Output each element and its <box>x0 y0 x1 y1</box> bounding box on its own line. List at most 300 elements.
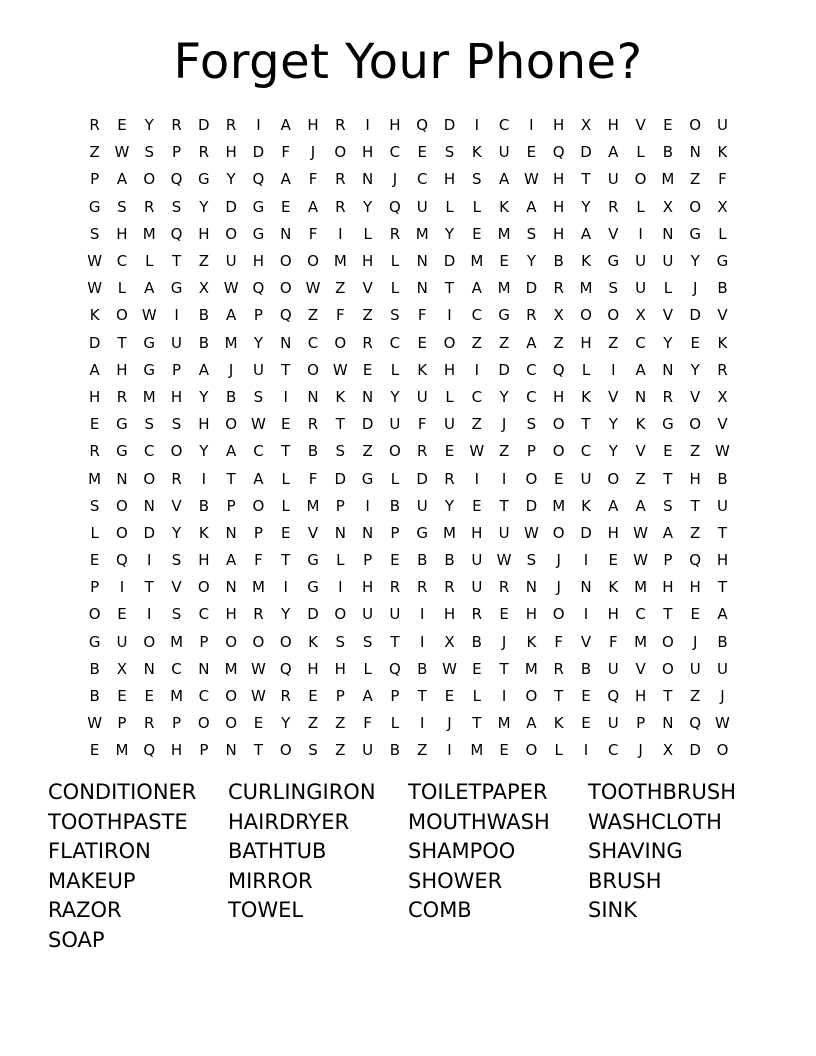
grid-letter: T <box>281 360 291 379</box>
grid-letter: T <box>144 578 154 597</box>
grid-letter: O <box>389 442 401 461</box>
grid-letter: M <box>579 279 593 298</box>
grid-letter: P <box>526 442 536 461</box>
grid-letter: B <box>307 442 319 461</box>
grid-letter: S <box>526 415 537 434</box>
grid-letter: E <box>144 687 154 706</box>
grid-letter: F <box>308 224 318 243</box>
grid-row <box>81 710 741 737</box>
grid-letter: R <box>362 333 373 352</box>
grid-letter: F <box>254 551 263 570</box>
grid-letter: A <box>635 496 646 515</box>
grid-letter: O <box>689 197 702 216</box>
grid-letter: R <box>280 687 291 706</box>
grid-row <box>81 547 741 574</box>
grid-letter: J <box>692 632 698 651</box>
grid-letter: Y <box>663 333 673 352</box>
grid-letter: Z <box>498 442 510 461</box>
grid-letter: T <box>690 496 700 515</box>
grid-letter: Y <box>444 496 455 515</box>
grid-letter: G <box>498 306 510 325</box>
grid-letter: C <box>526 387 537 406</box>
grid-letter: O <box>197 714 210 733</box>
grid-row <box>81 330 741 357</box>
grid-letter: O <box>552 415 565 434</box>
grid-letter: K <box>717 333 728 352</box>
grid-letter: Q <box>689 551 702 570</box>
grid-letter: K <box>581 387 591 406</box>
grid-letter: P <box>172 143 182 162</box>
grid-letter: C <box>498 116 510 135</box>
grid-letter: M <box>115 741 129 760</box>
grid-letter: X <box>717 387 728 406</box>
grid-letter: M <box>634 632 648 651</box>
word-list-item: MAKEUP <box>48 868 136 893</box>
grid-letter: C <box>416 170 428 189</box>
grid-row <box>81 629 741 656</box>
grid-letter: H <box>607 116 619 135</box>
grid-letter: K <box>581 496 591 515</box>
grid-letter: U <box>635 279 647 298</box>
grid-letter: Q <box>170 224 183 243</box>
grid-letter: O <box>661 632 674 651</box>
grid-letter: N <box>334 523 346 542</box>
grid-row <box>81 465 741 492</box>
grid-letter: U <box>716 659 728 678</box>
grid-letter: M <box>470 252 484 271</box>
grid-letter: S <box>144 143 154 162</box>
grid-letter: C <box>171 659 182 678</box>
grid-letter: J <box>556 551 561 570</box>
grid-letter: Y <box>690 360 700 379</box>
grid-letter: W <box>114 143 130 162</box>
grid-letter: B <box>717 279 728 298</box>
grid-letter: A <box>362 687 373 706</box>
grid-letter: H <box>553 224 565 243</box>
grid-letter: V <box>635 442 646 461</box>
grid-row <box>81 357 741 384</box>
grid-letter: A <box>608 496 619 515</box>
grid-letter: N <box>362 170 374 189</box>
grid-letter: P <box>172 360 182 379</box>
grid-letter: V <box>717 306 728 325</box>
grid-letter: Z <box>690 170 701 189</box>
grid-letter: N <box>525 578 538 597</box>
grid-letter: G <box>252 224 265 243</box>
grid-letter: Z <box>471 415 482 434</box>
grid-letter: I <box>338 224 343 243</box>
grid-letter: H <box>170 741 183 760</box>
grid-letter: V <box>662 306 674 325</box>
grid-letter: J <box>447 714 452 733</box>
grid-letter: H <box>525 605 538 624</box>
grid-letter: A <box>226 306 237 325</box>
grid-letter: Y <box>281 714 291 733</box>
grid-letter: L <box>472 687 481 706</box>
grid-letter: P <box>363 551 373 570</box>
grid-letter: H <box>252 252 265 271</box>
grid-letter: H <box>471 523 483 542</box>
grid-letter: U <box>171 333 183 352</box>
grid-letter: B <box>89 687 100 706</box>
grid-letter: W <box>469 442 485 461</box>
grid-letter: X <box>198 279 209 298</box>
grid-letter: W <box>442 659 457 678</box>
grid-letter: V <box>171 578 182 597</box>
grid-letter: N <box>143 496 155 515</box>
grid-letter: M <box>661 170 675 189</box>
grid-letter: H <box>361 252 374 271</box>
grid-letter: E <box>499 252 509 271</box>
grid-letter: O <box>252 496 265 515</box>
grid-letter: R <box>335 197 346 216</box>
grid-letter: S <box>335 442 346 461</box>
word-list-item: TOOTHBRUSH <box>588 780 736 804</box>
grid-letter: G <box>116 415 128 434</box>
grid-letter: D <box>443 252 456 271</box>
grid-letter: F <box>336 306 345 325</box>
grid-letter: N <box>662 224 674 243</box>
grid-letter: E <box>472 659 482 678</box>
grid-letter: E <box>117 687 127 706</box>
grid-letter: P <box>90 578 100 597</box>
grid-letter: S <box>526 224 537 243</box>
grid-letter: W <box>87 279 103 298</box>
grid-letter: U <box>498 143 510 162</box>
grid-letter: B <box>389 496 401 515</box>
grid-letter: V <box>171 496 182 515</box>
grid-letter: M <box>470 741 484 760</box>
grid-row <box>81 221 741 248</box>
grid-letter: M <box>224 659 238 678</box>
grid-letter: Q <box>143 741 156 760</box>
grid-letter: N <box>362 523 374 542</box>
grid-letter: H <box>361 578 374 597</box>
grid-letter: D <box>689 741 701 760</box>
grid-letter: H <box>662 578 674 597</box>
grid-letter: N <box>416 252 428 271</box>
grid-letter: L <box>554 741 563 760</box>
grid-letter: C <box>580 442 592 461</box>
grid-letter: R <box>198 143 210 162</box>
grid-letter: H <box>361 143 374 162</box>
grid-letter: Z <box>362 306 373 325</box>
grid-letter: I <box>583 551 589 570</box>
grid-letter: A <box>280 170 291 189</box>
grid-letter: W <box>87 714 103 733</box>
grid-letter: I <box>283 578 288 597</box>
grid-row <box>81 166 741 193</box>
grid-letter: Y <box>581 197 591 216</box>
grid-letter: E <box>472 496 482 515</box>
grid-letter: O <box>334 605 347 624</box>
grid-letter: O <box>525 741 538 760</box>
grid-letter: I <box>501 469 507 488</box>
grid-letter: E <box>472 224 482 243</box>
grid-letter: C <box>144 442 155 461</box>
grid-letter: K <box>198 523 209 542</box>
grid-letter: X <box>635 306 646 325</box>
grid-letter: Y <box>363 197 373 216</box>
grid-letter: W <box>633 551 648 570</box>
grid-letter: F <box>308 469 318 488</box>
grid-letter: S <box>444 143 455 162</box>
grid-letter: E <box>663 442 673 461</box>
grid-letter: T <box>472 714 482 733</box>
grid-letter: O <box>88 605 101 624</box>
grid-letter: E <box>690 333 700 352</box>
grid-letter: M <box>170 632 184 651</box>
grid-letter: C <box>116 252 128 271</box>
grid-letter: Z <box>335 279 346 298</box>
grid-letter: O <box>143 632 156 651</box>
grid-letter: L <box>390 714 400 733</box>
grid-letter: R <box>389 578 401 597</box>
grid-letter: B <box>553 252 564 271</box>
grid-letter: F <box>281 143 291 162</box>
grid-row <box>81 411 741 438</box>
grid-letter: H <box>553 116 565 135</box>
grid-letter: J <box>310 143 316 162</box>
grid-letter: O <box>279 279 292 298</box>
grid-letter: D <box>225 197 237 216</box>
grid-letter: R <box>608 197 619 216</box>
grid-letter: D <box>525 279 538 298</box>
grid-letter: E <box>581 714 591 733</box>
grid-letter: H <box>116 224 128 243</box>
grid-letter: R <box>89 116 100 135</box>
grid-row <box>81 438 741 465</box>
grid-letter: H <box>198 224 210 243</box>
grid-letter: R <box>416 442 428 461</box>
grid-letter: Z <box>608 333 619 352</box>
grid-letter: K <box>308 632 318 651</box>
grid-letter: O <box>225 714 238 733</box>
word-list-item: MIRROR <box>228 868 313 893</box>
grid-letter: V <box>608 387 619 406</box>
grid-letter: D <box>307 605 319 624</box>
grid-letter: Q <box>389 659 401 678</box>
grid-letter: S <box>89 224 100 243</box>
grid-letter: K <box>526 632 537 651</box>
grid-letter: R <box>389 224 401 243</box>
grid-letter: S <box>171 605 182 624</box>
grid-letter: V <box>635 116 646 135</box>
grid-letter: P <box>172 714 182 733</box>
grid-letter: C <box>526 360 537 379</box>
grid-letter: E <box>417 333 427 352</box>
grid-letter: U <box>252 360 264 379</box>
grid-letter: U <box>498 523 510 542</box>
grid-letter: K <box>499 197 510 216</box>
grid-letter: E <box>253 714 264 733</box>
grid-letter: X <box>580 116 592 135</box>
grid-letter: W <box>523 523 539 542</box>
grid-letter: L <box>390 279 400 298</box>
grid-letter: H <box>553 387 565 406</box>
grid-letter: C <box>389 333 401 352</box>
grid-letter: E <box>608 551 619 570</box>
grid-letter: R <box>526 306 537 325</box>
grid-letter: G <box>143 333 156 352</box>
grid-letter: D <box>580 143 592 162</box>
grid-letter: N <box>362 387 374 406</box>
grid-letter: Y <box>226 170 236 189</box>
grid-letter: J <box>692 279 698 298</box>
word-list-item: SINK <box>588 898 638 923</box>
grid-letter: N <box>662 360 674 379</box>
grid-letter: U <box>416 387 428 406</box>
grid-letter: E <box>499 741 509 760</box>
grid-letter: U <box>225 252 237 271</box>
grid-letter: W <box>141 306 157 325</box>
grid-letter: M <box>497 279 511 298</box>
grid-letter: Z <box>690 442 701 461</box>
grid-letter: I <box>611 360 616 379</box>
grid-letter: T <box>717 578 728 597</box>
grid-letter: Z <box>471 333 482 352</box>
grid-letter: S <box>308 741 318 760</box>
grid-letter: A <box>526 333 537 352</box>
grid-letter: O <box>143 170 156 189</box>
grid-letter: I <box>419 714 425 733</box>
grid-row <box>81 601 741 628</box>
grid-letter: T <box>117 333 127 352</box>
grid-letter: A <box>498 170 510 189</box>
grid-letter: Q <box>279 659 292 678</box>
grid-letter: L <box>581 360 591 379</box>
grid-letter: B <box>417 659 428 678</box>
grid-letter: F <box>308 170 318 189</box>
grid-letter: A <box>226 551 237 570</box>
grid-letter: R <box>144 197 155 216</box>
grid-letter: P <box>335 496 345 515</box>
grid-letter: A <box>226 442 237 461</box>
grid-letter: W <box>633 523 648 542</box>
grid-letter: I <box>501 687 507 706</box>
grid-letter: D <box>580 523 592 542</box>
grid-letter: U <box>416 197 428 216</box>
grid-letter: O <box>225 415 238 434</box>
grid-letter: H <box>389 116 401 135</box>
grid-letter: V <box>580 632 592 651</box>
grid-letter: Q <box>607 687 620 706</box>
grid-letter: H <box>307 116 319 135</box>
grid-letter: Y <box>390 387 400 406</box>
grid-letter: O <box>143 469 156 488</box>
grid-letter: Q <box>552 143 565 162</box>
grid-letter: K <box>717 143 728 162</box>
grid-letter: U <box>607 714 619 733</box>
grid-letter: D <box>198 116 210 135</box>
grid-letter: E <box>280 197 291 216</box>
grid-letter: T <box>581 415 591 434</box>
grid-letter: V <box>717 415 728 434</box>
grid-letter: H <box>580 333 592 352</box>
grid-letter: C <box>635 333 646 352</box>
grid-letter: N <box>280 333 292 352</box>
grid-letter: Y <box>444 224 455 243</box>
grid-letter: D <box>443 116 456 135</box>
grid-letter: I <box>447 306 452 325</box>
grid-letter: O <box>525 469 538 488</box>
grid-letter: N <box>416 279 428 298</box>
grid-letter: C <box>471 387 483 406</box>
grid-letter: H <box>334 659 346 678</box>
grid-letter: O <box>225 224 238 243</box>
grid-letter: L <box>636 143 645 162</box>
grid-letter: W <box>715 714 730 733</box>
grid-letter: R <box>171 469 182 488</box>
grid-letter: I <box>365 116 370 135</box>
grid-letter: U <box>444 415 455 434</box>
grid-letter: U <box>389 415 401 434</box>
grid-letter: O <box>197 578 210 597</box>
grid-letter: X <box>717 197 728 216</box>
grid-letter: I <box>119 578 125 597</box>
grid-letter: G <box>252 197 265 216</box>
grid-letter: T <box>281 551 291 570</box>
grid-letter: R <box>335 116 346 135</box>
grid-letter: O <box>661 659 674 678</box>
letter-grid <box>81 112 741 765</box>
grid-letter: A <box>116 170 128 189</box>
grid-letter: L <box>390 360 400 379</box>
grid-letter: H <box>89 387 101 406</box>
grid-letter: O <box>634 170 647 189</box>
grid-letter: A <box>662 523 674 542</box>
grid-letter: P <box>117 714 127 733</box>
grid-letter: H <box>443 170 456 189</box>
grid-letter: Y <box>199 442 209 461</box>
grid-letter: C <box>198 605 210 624</box>
grid-letter: J <box>392 170 398 189</box>
grid-letter: Q <box>689 714 702 733</box>
grid-row <box>81 248 741 275</box>
grid-letter: Y <box>608 415 618 434</box>
grid-letter: L <box>363 659 372 678</box>
grid-letter: L <box>390 252 400 271</box>
grid-letter: O <box>116 523 128 542</box>
grid-letter: K <box>608 578 619 597</box>
grid-letter: Y <box>526 252 536 271</box>
grid-row <box>81 493 741 520</box>
grid-letter: U <box>716 496 728 515</box>
grid-letter: Q <box>416 116 429 135</box>
grid-letter: O <box>252 632 265 651</box>
grid-letter: M <box>333 252 347 271</box>
grid-letter: Q <box>170 170 183 189</box>
grid-letter: E <box>280 523 291 542</box>
grid-letter: O <box>279 741 292 760</box>
grid-letter: E <box>280 415 291 434</box>
grid-letter: Z <box>635 469 646 488</box>
grid-letter: F <box>718 170 727 189</box>
grid-letter: I <box>474 360 480 379</box>
grid-letter: E <box>553 469 564 488</box>
grid-letter: R <box>89 442 100 461</box>
grid-letter: A <box>89 360 100 379</box>
grid-letter: S <box>171 415 182 434</box>
grid-letter: H <box>443 360 456 379</box>
grid-letter: Z <box>307 714 319 733</box>
grid-letter: W <box>523 170 539 189</box>
grid-letter: W <box>251 687 266 706</box>
grid-letter: M <box>524 659 538 678</box>
grid-letter: A <box>717 605 728 624</box>
grid-letter: U <box>471 578 483 597</box>
grid-row <box>81 737 741 764</box>
